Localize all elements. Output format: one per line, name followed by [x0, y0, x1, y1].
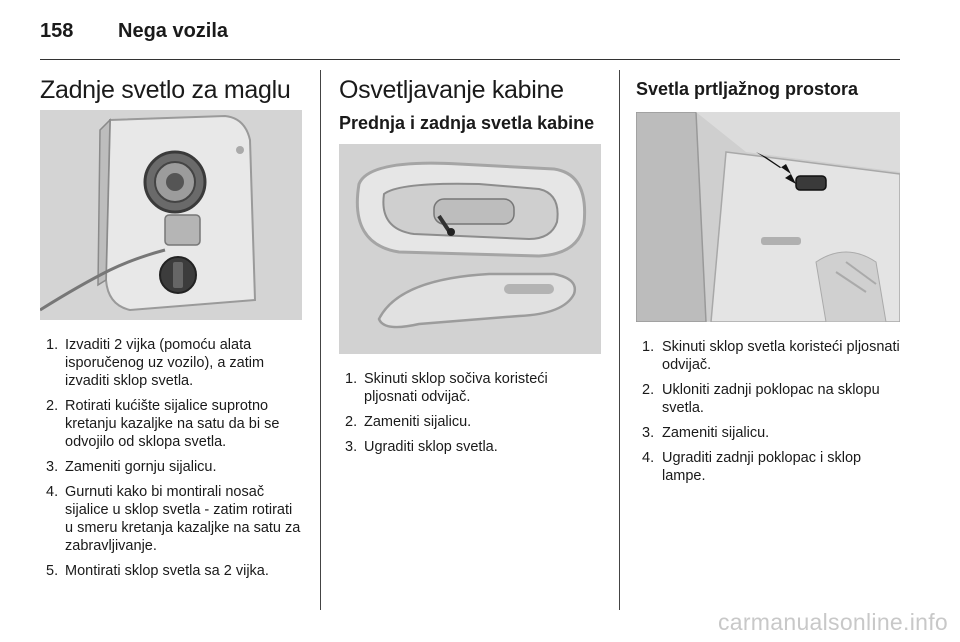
page-number: 158 — [40, 19, 74, 42]
list-item: 2. Ukloniti zadnji poklopac na sklopu svetla. — [642, 382, 880, 416]
section-title: Osvetljavanje kabine — [339, 76, 564, 104]
list-item: 4. Gurnuti kako bi montirali nosač sijalice u sklop svetla - zatim rotirati u smeru kretanja kazaljke na satu za zabravljivanje. — [46, 484, 301, 554]
column-divider — [320, 70, 321, 610]
figure-cargo-light — [636, 112, 900, 322]
column-cabin-lighting — [339, 70, 603, 463]
list-item: 2. Zameniti sijalicu. — [345, 414, 472, 430]
steps-list — [339, 370, 603, 456]
page-section-title: Nega vozila — [118, 19, 229, 42]
column-rear-fog-light — [40, 70, 304, 587]
steps-list — [636, 338, 900, 485]
list-item: 2. Rotirati kućište sijalice suprotno kretanju kazaljke na satu da bi se odvojilo od sklopa svetla. — [46, 398, 280, 450]
list-item: 1. Izvaditi 2 vijka (pomoću alata isporučenog uz vozilo), a zatim izvaditi sklop svetla. — [46, 337, 265, 389]
figure-cabin-light — [339, 144, 601, 354]
list-item: 3. Zameniti sijalicu. — [642, 425, 770, 441]
list-item: 1. Skinuti sklop sočiva koristeći pljosnati odvijač. — [345, 371, 548, 405]
list-item: 3. Zameniti gornju sijalicu. — [46, 459, 217, 475]
list-item: 3. Ugraditi sklop svetla. — [345, 439, 498, 455]
list-item: 1. Skinuti sklop svetla koristeći pljosnati odvijač. — [642, 339, 900, 373]
list-item: 5. Montirati sklop svetla sa 2 vijka. — [46, 563, 269, 579]
column-cargo-lights — [636, 70, 900, 492]
header-rule — [40, 59, 900, 60]
section-title: Zadnje svetlo za maglu — [40, 76, 291, 104]
steps-list — [40, 336, 304, 580]
column-divider — [619, 70, 620, 610]
watermark: carmanualsonline.info — [717, 609, 948, 635]
list-item: 4. Ugraditi zadnji poklopac i sklop lampe. — [642, 450, 862, 484]
page-header — [40, 16, 228, 46]
subsection-title: Prednja i zadnja svetla kabine — [339, 113, 595, 133]
subsection-title: Svetla prtljažnog prostora — [636, 79, 859, 99]
figure-rear-fog-light — [40, 110, 302, 320]
